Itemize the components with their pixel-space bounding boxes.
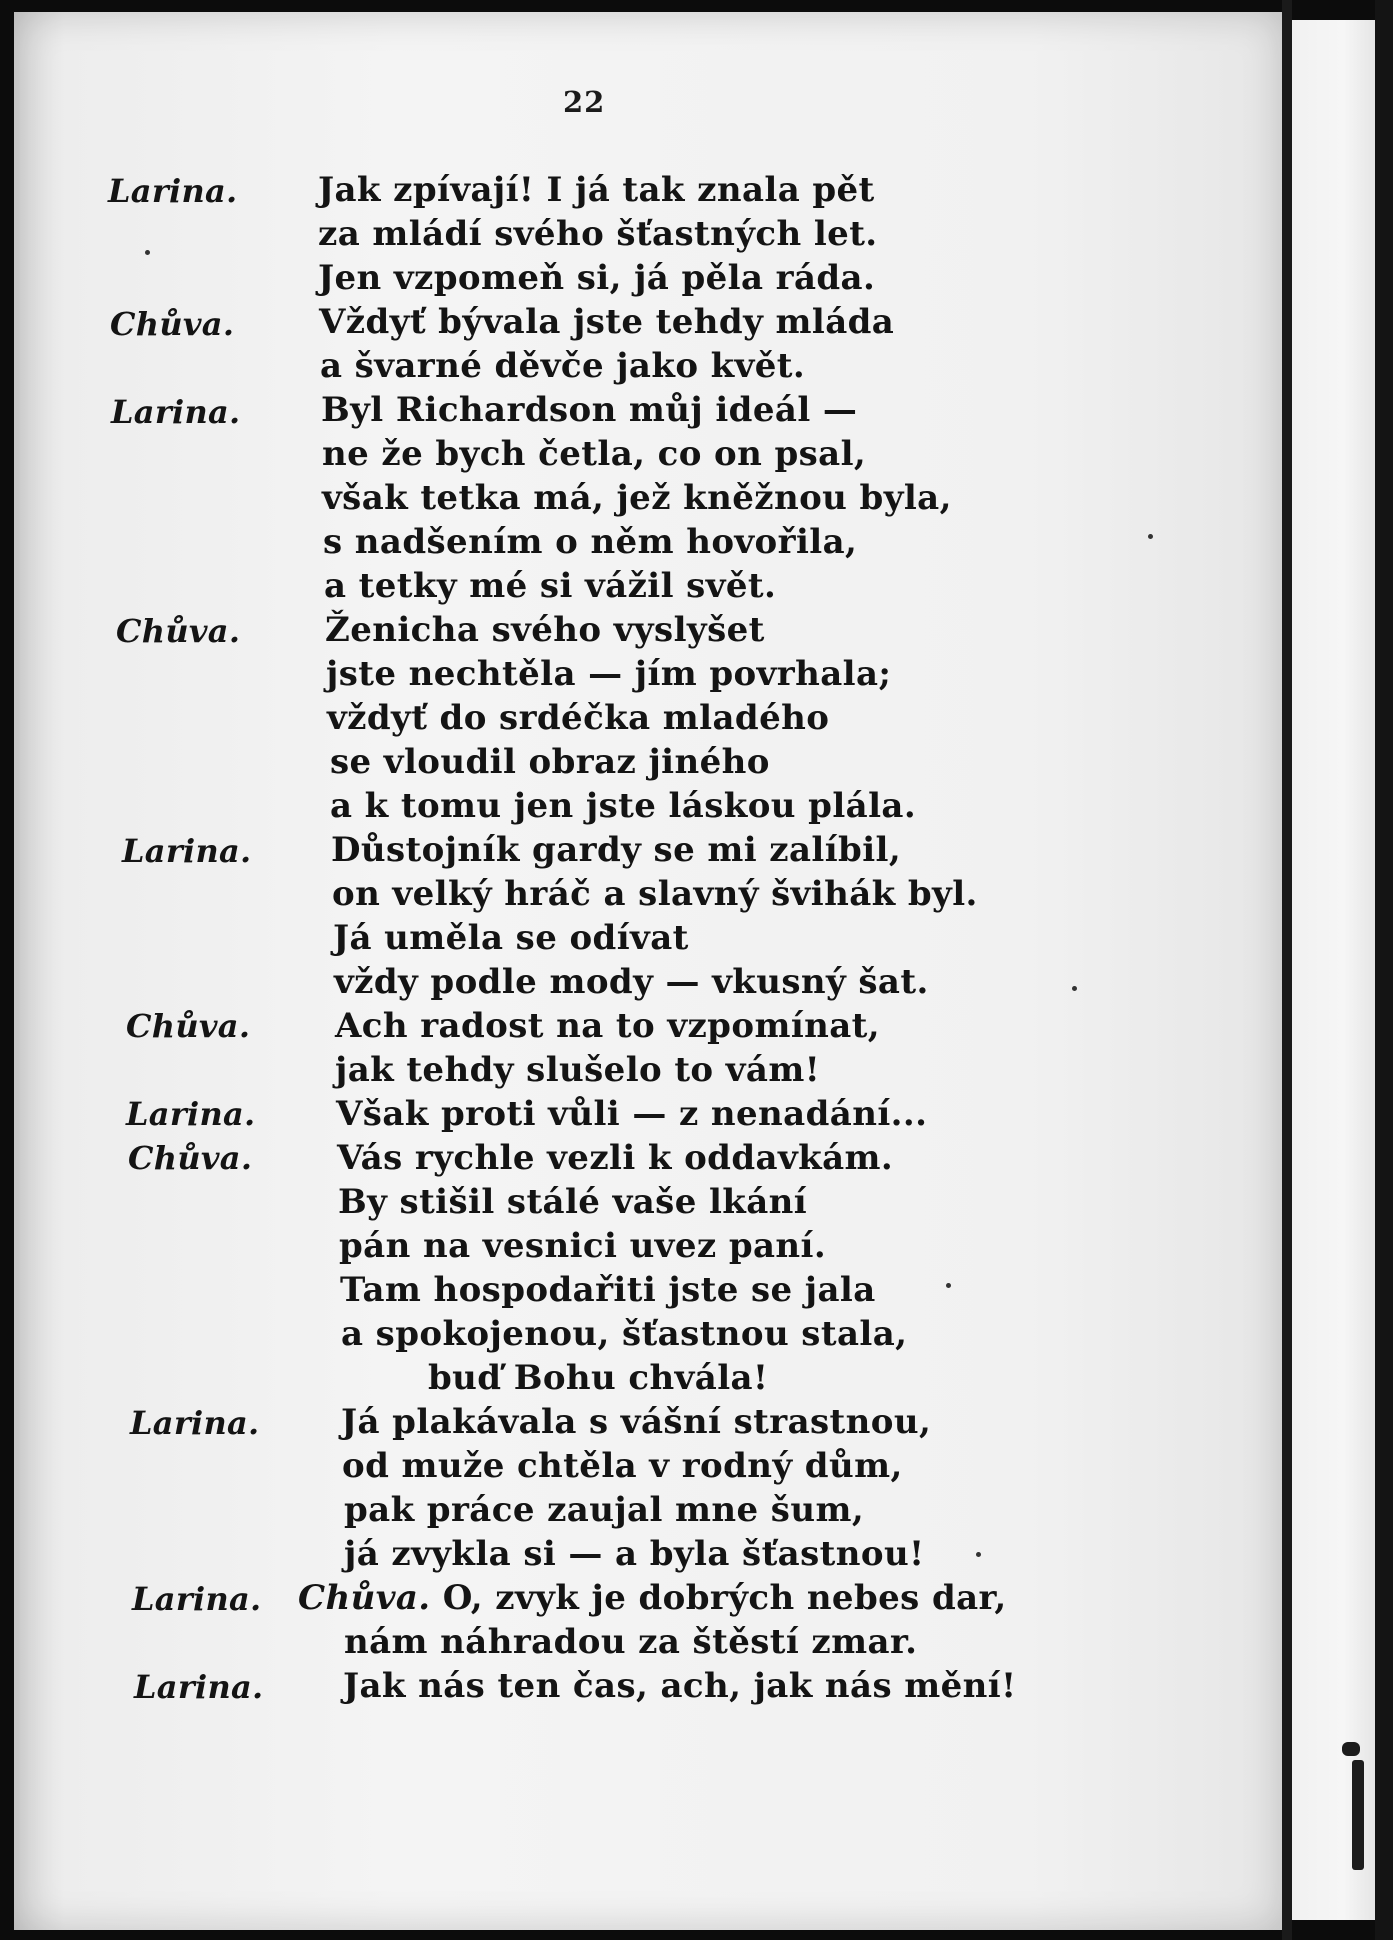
verse-line: Důstojník gardy se mi zalíbil, bbox=[331, 830, 902, 870]
scan-mark bbox=[1352, 1760, 1364, 1870]
speaker-label: Larina. bbox=[108, 172, 238, 210]
speaker-label: Larina. bbox=[122, 832, 252, 870]
verse-line: Já plakávala s vášní strastnou, bbox=[341, 1402, 932, 1442]
speaker-label: Chůva. bbox=[128, 1139, 253, 1177]
verse-line: vždyť do srdéčka mladého bbox=[327, 698, 830, 738]
speaker-label: Chůva. bbox=[110, 305, 235, 343]
speaker-label: Chůva. bbox=[126, 1007, 251, 1045]
verse-line: Jak nás ten čas, ach, jak nás mění! bbox=[343, 1666, 1017, 1706]
verse-line: Jak zpívají! I já tak znala pět bbox=[318, 170, 875, 210]
verse-line: Ženicha svého vyslyšet bbox=[325, 610, 765, 650]
verse-line: on velký hráč a slavný švihák byl. bbox=[332, 874, 978, 914]
inline-speaker-label: Chůva. bbox=[298, 1578, 431, 1618]
scan-speck bbox=[976, 1552, 981, 1557]
verse-line: Vás rychle vezli k oddavkám. bbox=[337, 1138, 894, 1178]
next-page-edge bbox=[1292, 20, 1378, 1920]
speaker-label: Larina. bbox=[130, 1404, 260, 1442]
verse-line: však tetka má, jež kněžnou byla, bbox=[322, 478, 952, 518]
scan-right-edge bbox=[1375, 0, 1393, 1940]
verse-line: buď Bohu chvála! bbox=[428, 1358, 769, 1398]
verse-line: Vždyť bývala jste tehdy mláda bbox=[319, 302, 895, 342]
speaker-label: Larina. bbox=[111, 393, 241, 431]
verse-line: Já uměla se odívat bbox=[333, 918, 689, 958]
scan-speck bbox=[145, 250, 150, 255]
verse-line: By stišil stálé vaše lkání bbox=[338, 1182, 808, 1222]
verse-line: Jen vzpomeň si, já pěla ráda. bbox=[318, 258, 876, 298]
speaker-label: Larina. bbox=[126, 1095, 256, 1133]
speaker-label: Larina. bbox=[132, 1580, 262, 1618]
verse-line: pán na vesnici uvez paní. bbox=[339, 1226, 827, 1266]
verse-line: já zvykla si — a byla šťastnou! bbox=[344, 1534, 925, 1574]
verse-line: pak práce zaujal mne šum, bbox=[344, 1490, 865, 1530]
verse-line: nám náhradou za štěstí zmar. bbox=[344, 1622, 918, 1662]
verse-line-text: O, zvyk je dobrých nebes dar, bbox=[442, 1578, 1007, 1618]
verse-line: Ach radost na to vzpomínat, bbox=[335, 1006, 881, 1046]
verse-line: Však proti vůli — z nenadání... bbox=[336, 1094, 928, 1134]
verse-line: a k tomu jen jste láskou plála. bbox=[330, 786, 917, 826]
scan-speck bbox=[946, 1283, 951, 1288]
page-number: 22 bbox=[563, 85, 606, 119]
verse-line: za mládí svého šťastných let. bbox=[318, 214, 878, 254]
speaker-label: Chůva. bbox=[116, 612, 241, 650]
verse-line: a švarné děvče jako květ. bbox=[320, 346, 806, 386]
verse-line: Byl Richardson můj ideál — bbox=[321, 390, 858, 430]
scan-speck bbox=[1072, 986, 1077, 991]
scan-speck bbox=[1148, 534, 1153, 539]
verse-line: se vloudil obraz jiného bbox=[330, 742, 770, 782]
verse-line: s nadšením o něm hovořila, bbox=[323, 522, 858, 562]
speaker-label: Larina. bbox=[134, 1668, 264, 1706]
scan-mark bbox=[1342, 1742, 1360, 1756]
verse-line: Tam hospodařiti jste se jala bbox=[340, 1270, 876, 1310]
verse-line: od muže chtěla v rodný dům, bbox=[342, 1446, 903, 1486]
verse-line: a tetky mé si vážil svět. bbox=[324, 566, 777, 606]
page-gutter bbox=[1282, 0, 1292, 1940]
verse-line: a spokojenou, šťastnou stala, bbox=[341, 1314, 908, 1354]
verse-line: jak tehdy slušelo to vám! bbox=[335, 1050, 821, 1090]
verse-line: vždy podle mody — vkusný šat. bbox=[334, 962, 929, 1002]
verse-line: jste nechtěla — jím povrhala; bbox=[326, 654, 892, 694]
verse-line-duet bbox=[298, 1578, 1007, 1618]
verse-line: ne že bych četla, co on psal, bbox=[322, 434, 867, 474]
